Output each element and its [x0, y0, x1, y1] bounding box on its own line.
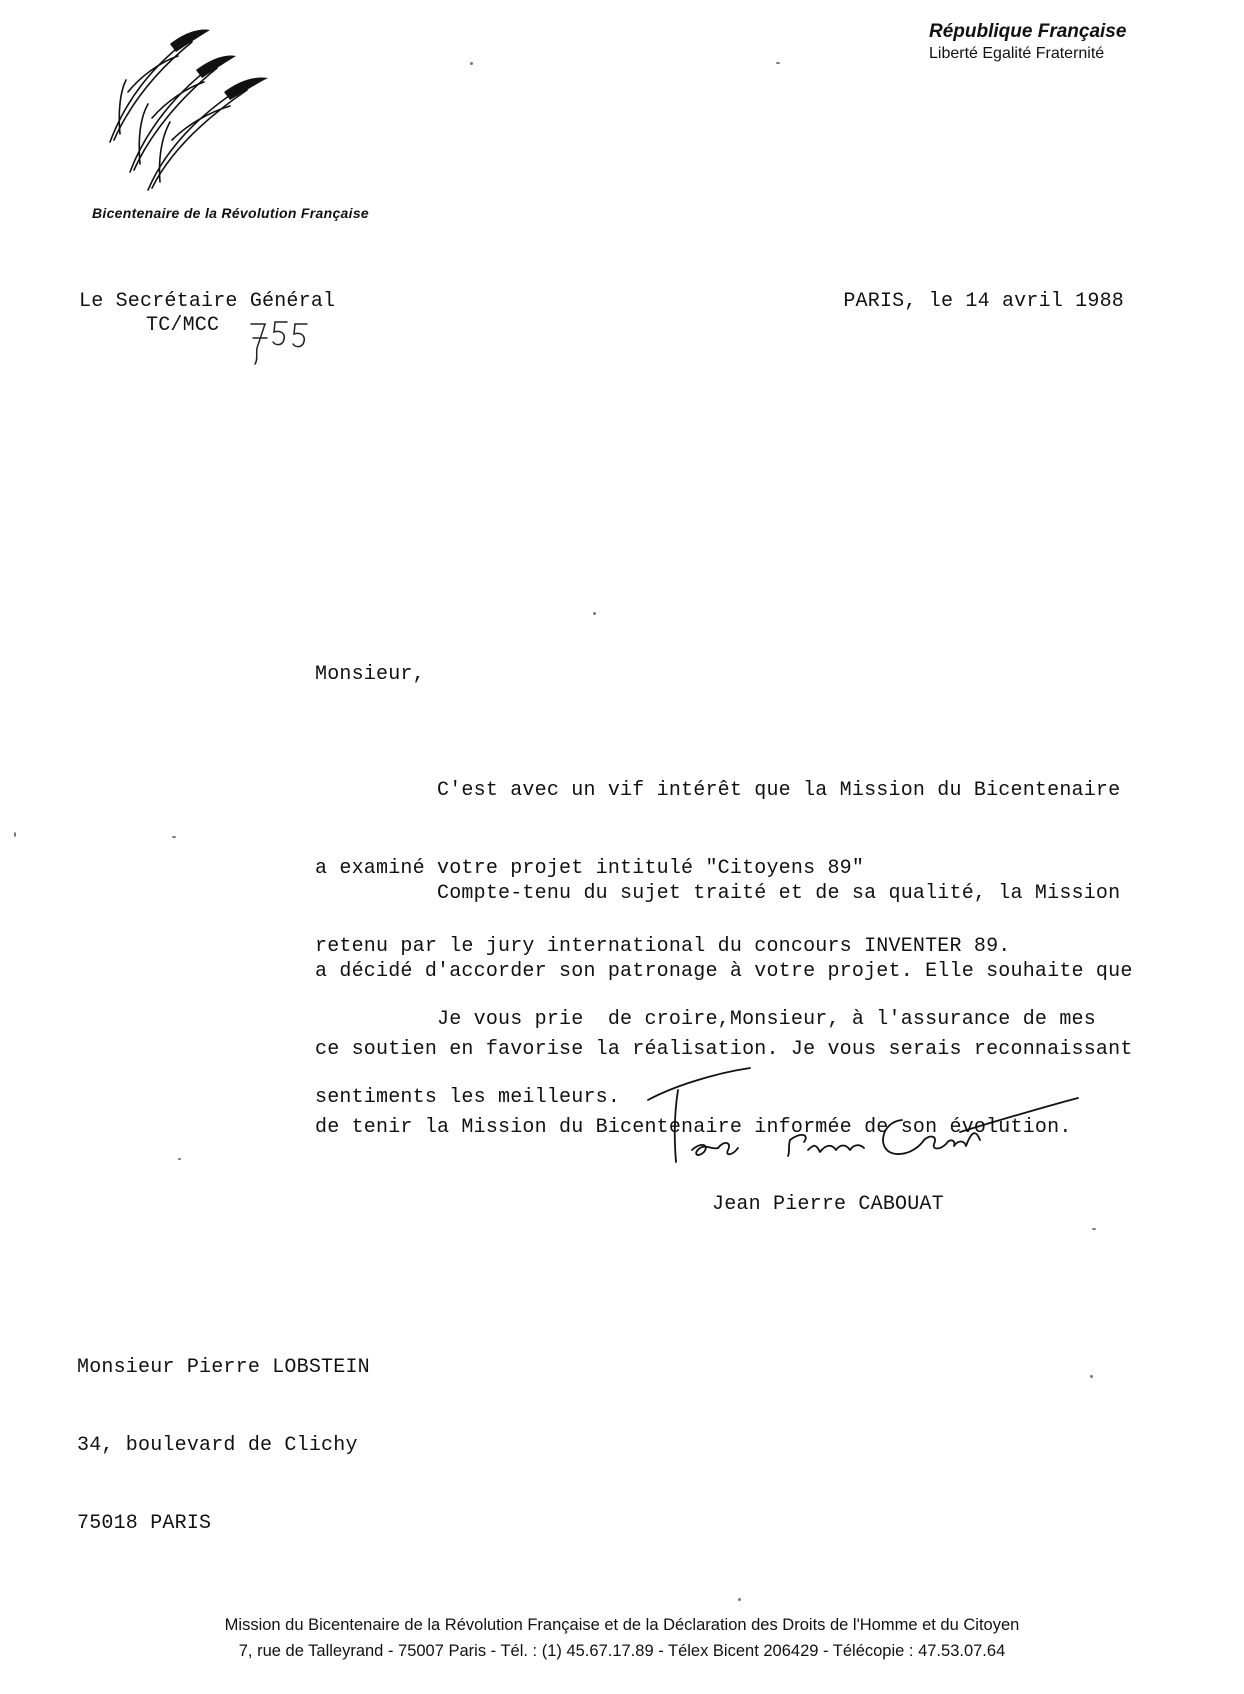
sender-title: Le Secrétaire Général	[79, 290, 336, 313]
handwritten-reference-number	[245, 318, 315, 368]
recipient-street: 34, boulevard de Clichy	[77, 1434, 358, 1457]
date-line: PARIS, le 14 avril 1988	[843, 290, 1124, 313]
paragraph-line: a examiné votre projet intitulé "Citoyens 89"	[315, 857, 865, 880]
paragraph-line: de tenir la Mission du Bicentenaire informée de son évolution.	[315, 1116, 1072, 1139]
paragraph-line: Je vous prie de croire,Monsieur, à l'assurance de mes	[315, 1008, 1096, 1031]
recipient-address	[77, 1303, 370, 1589]
paragraph-line: a décidé d'accorder son patronage à votre projet. Elle souhaite que	[315, 960, 1133, 983]
scan-speck	[593, 612, 596, 615]
scan-speck	[172, 836, 176, 838]
paragraph-line: retenu par le jury international du concours INVENTER 89.	[315, 935, 1011, 958]
scan-speck	[1092, 1228, 1096, 1230]
signer-name: Jean Pierre CABOUAT	[712, 1193, 944, 1216]
recipient-name: Monsieur Pierre LOBSTEIN	[77, 1356, 370, 1379]
bicentenaire-logo-icon	[100, 22, 280, 192]
sender-reference: TC/MCC	[146, 314, 220, 337]
logo-caption: Bicentenaire de la Révolution Française	[92, 205, 370, 221]
republic-title: République Française	[929, 21, 1127, 42]
scan-speck	[470, 62, 473, 65]
scan-speck	[178, 1158, 181, 1160]
footer-line-1: Mission du Bicentenaire de la Révolution Française et de la Déclaration des Droits de l'Homme et du Citoyen	[224, 1616, 1020, 1634]
paragraph-line: C'est avec un vif intérêt que la Mission du Bicentenaire	[315, 779, 1121, 802]
paragraph-line: Compte-tenu du sujet traité et de sa qualité, la Mission	[315, 882, 1121, 905]
letter-footer	[0, 1612, 1244, 1664]
scan-speck	[14, 832, 16, 837]
scan-speck	[1090, 1375, 1093, 1378]
scan-speck	[776, 62, 780, 64]
republic-motto: Liberté Egalité Fraternité	[929, 45, 1105, 62]
paragraph-line: sentiments les meilleurs.	[315, 1086, 621, 1109]
scan-speck	[738, 1598, 741, 1601]
footer-line-2: 7, rue de Talleyrand - 75007 Paris - Tél. : (1) 45.67.17.89 - Télex Bicent 206429 - Télécopie : 47.53.07.64	[238, 1642, 1006, 1660]
republic-header	[929, 20, 1149, 64]
paragraph-line: ce soutien en favorise la réalisation. Je vous serais reconnaissant	[315, 1038, 1133, 1061]
handwritten-signature	[640, 1060, 1080, 1175]
salutation: Monsieur,	[315, 663, 425, 686]
recipient-city: 75018 PARIS	[77, 1512, 212, 1535]
